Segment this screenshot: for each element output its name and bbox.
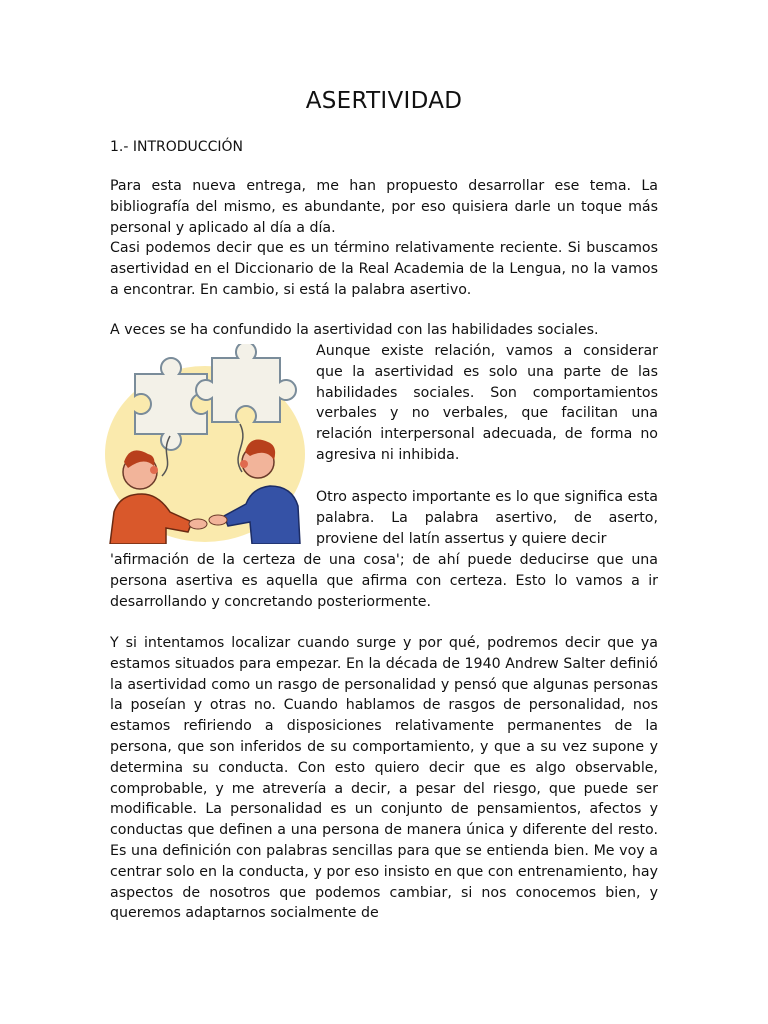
paragraph-4-wrap: Otro aspecto importante es lo que significa esta palabra. La palabra asertivo, de aserto, proviene del latín assertus y quiere decir [316,489,658,547]
puzzle-people-illustration [100,344,310,544]
paragraph-4-rest: 'afirmación de la certeza de una cosa'; de ahí puede deducirse que una persona asertiva es aquella que afirma con certeza. Esto lo vamos a ir desarrollando y concretando posteriormente. [110,552,658,610]
section-heading: 1.- INTRODUCCIÓN [110,139,243,155]
paragraph-1: Para esta nueva entrega, me han propuesto desarrollar ese tema. La bibliografía del mismo, es abundante, por eso quisiera darle un toque más personal y aplicado al día a día. [110,178,658,236]
paragraph-3-wrap: Aunque existe relación, vamos a considerar que la asertividad es solo una parte de las habilidades sociales. Son comportamientos verbales y no verbales, que facilitan una relación interpersonal adecuada, de forma no agresiva ni inhibida. [316,343,658,463]
paragraph-2: Casi podemos decir que es un término relativamente reciente. Si buscamos asertividad en el Diccionario de la Real Academia de la Lengua, no la vamos a encontrar. En cambio, si está la palabra asertivo. [110,240,658,298]
paragraph-3-intro: A veces se ha confundido la asertividad con las habilidades sociales. [110,322,599,338]
paragraph-5: Y si intentamos localizar cuando surge y por qué, podremos decir que ya estamos situados para empezar. En la década de 1940 Andrew Salter definió la asertividad como un rasgo de personalidad y pensó que algunas personas la poseían y otras no. Cuando hablamos de rasgos de personalidad, nos estamos refiriendo a disposiciones relativamente permanentes de la persona, que son inferidos de su comportamiento, y que a su vez supone y determina su conducta. Con esto quiero decir que es algo observable, comprobable, y me atrevería a decir, a pesar del riesgo, que puede ser modificable. La personalidad es un conjunto de pensamientos, afectos y conductas que definen a una persona de manera única y diferente del resto. Es una definición con palabras sencillas para que se entienda bien. Me voy a centrar solo en la conducta, y por eso insisto en que con entrenamiento, hay aspectos de nosotros que podemos cambiar, si nos conocemos bien, y queremos adaptarnos socialmente de [110,635,658,922]
page-title: ASERTIVIDAD [305,88,463,114]
